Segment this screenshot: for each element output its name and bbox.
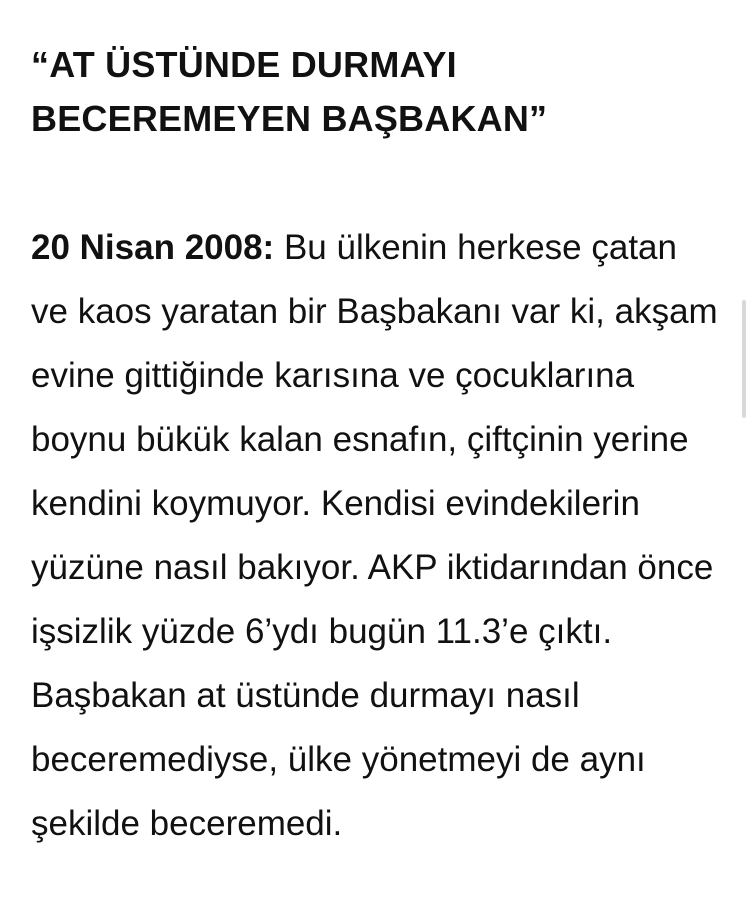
article-headline	[31, 38, 721, 146]
headline-line-1: “AT ÜSTÜNDE DURMAYI	[31, 44, 457, 85]
body-text: Bu ülkenin herkese çatan ve kaos yaratan bir Başbakanı var ki, akşam evine gittiğinde karısına ve çocuklarına boynu bükük kalan esnafın, çiftçinin yerine kendini koymuyor. Kendisi evindekilerin yüzüne nasıl bakıyor. AKP iktidarından önce işsizlik yüzde 6’ydı bugün 11.3’e çıktı. Başbakan at üstünde durmayı nasıl beceremediyse, ülke yönetmeyi de aynı şekilde beceremedi.	[31, 228, 718, 843]
article	[31, 38, 721, 856]
article-body	[31, 216, 721, 856]
headline-line-2: BECEREMEYEN BAŞBAKAN”	[31, 98, 548, 139]
date-label: 20 Nisan 2008:	[31, 228, 275, 267]
scroll-indicator[interactable]	[742, 300, 746, 418]
